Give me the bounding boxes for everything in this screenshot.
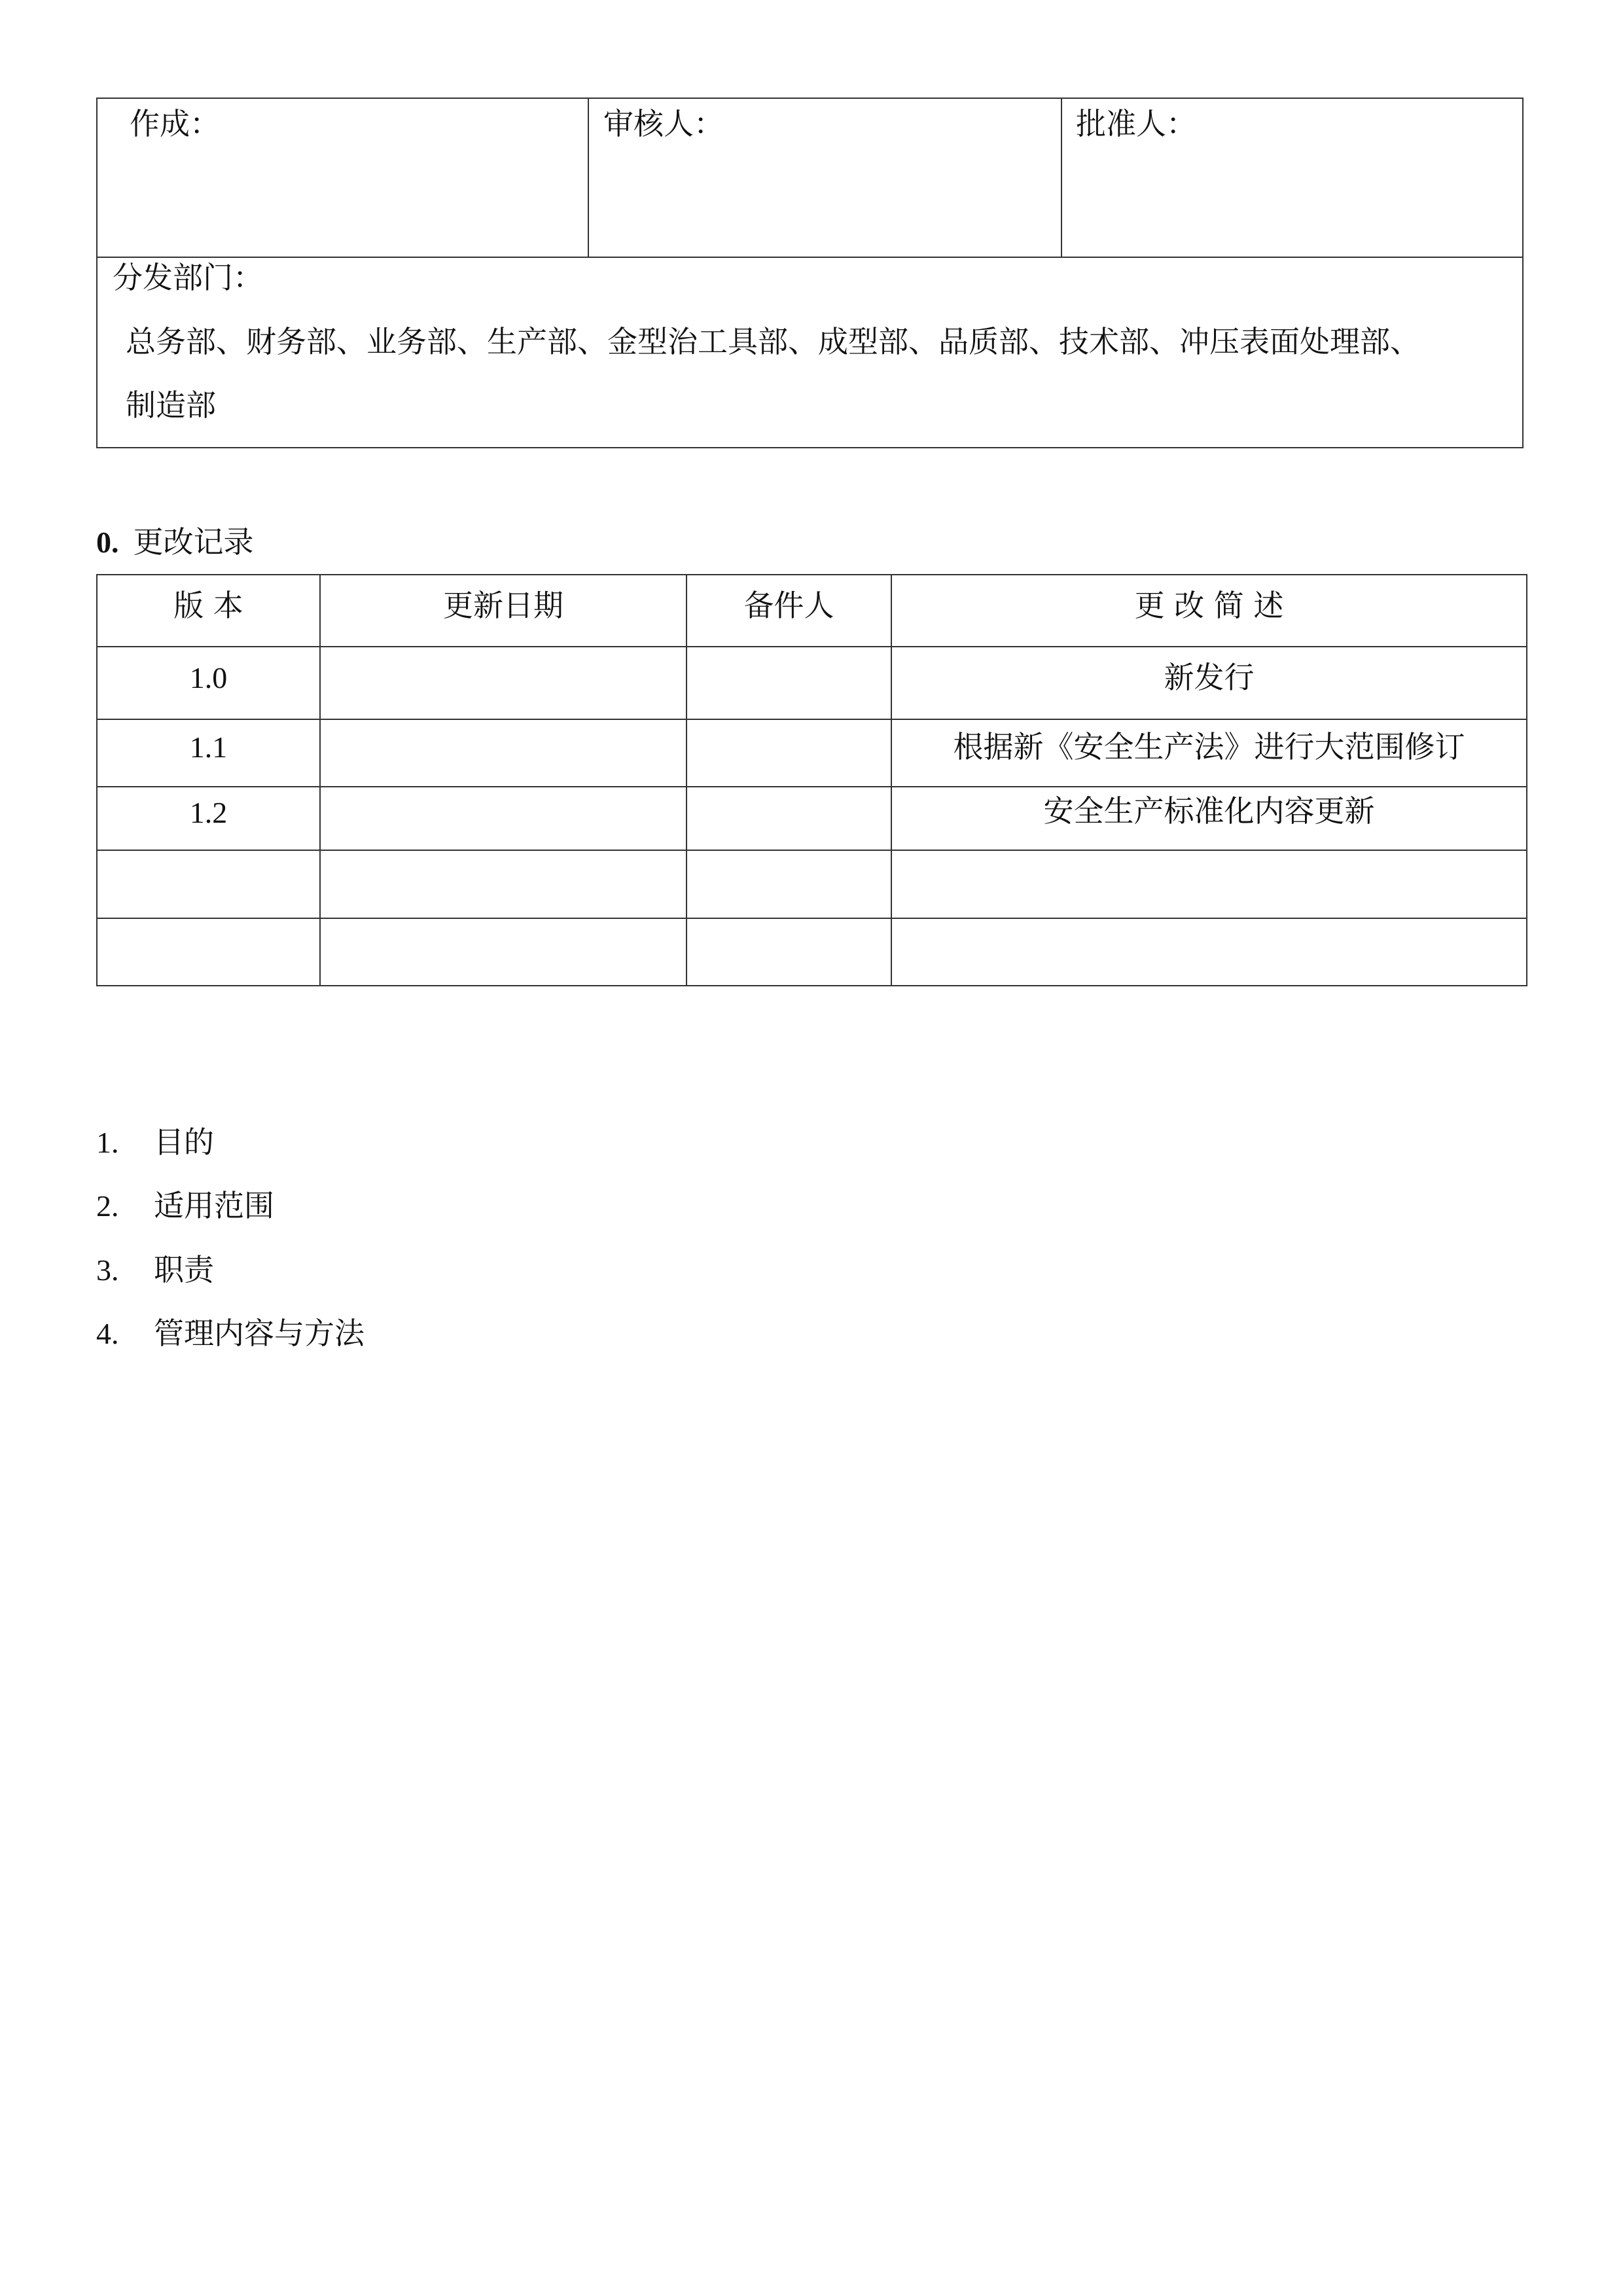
- toc-number: 4.: [96, 1317, 119, 1350]
- toc-item: [96, 1250, 214, 1290]
- cell-summary: 安全生产标准化内容更新: [891, 787, 1527, 850]
- row-divider: [98, 257, 1522, 258]
- section-title: 更改记录: [133, 524, 254, 560]
- toc-item: [96, 1122, 214, 1162]
- table-row: [97, 719, 1527, 787]
- header-person: 备件人: [687, 575, 891, 647]
- table-row: [97, 787, 1527, 850]
- cell-summary: [891, 850, 1527, 918]
- toc-item: [96, 1314, 365, 1354]
- cell-version: 1.2: [97, 787, 320, 850]
- approval-table: [96, 98, 1524, 448]
- cell-divider: [1061, 99, 1062, 257]
- header-version: 版 本: [97, 575, 320, 647]
- cell-version: 1.1: [97, 719, 320, 787]
- distribution-departments-line1: 总务部、财务部、业务部、生产部、金型治工具部、成型部、品质部、技术部、冲压表面处理部、: [126, 324, 1420, 359]
- cell-divider: [588, 99, 589, 257]
- reviewer-label: 审核人：: [603, 106, 724, 141]
- section-heading-change-record: [96, 522, 254, 562]
- header-summary: 更 改 简 述: [891, 575, 1527, 647]
- toc-title: 目的: [154, 1124, 214, 1160]
- cell-person: [687, 719, 891, 787]
- cell-date: [320, 787, 687, 850]
- cell-date: [320, 918, 687, 986]
- toc-number: 1.: [96, 1126, 119, 1159]
- toc-title: 管理内容与方法: [154, 1316, 365, 1351]
- cell-person: [687, 647, 891, 719]
- cell-summary: 新发行: [891, 647, 1527, 719]
- table-row: [97, 918, 1527, 986]
- approver-label: 批准人：: [1076, 106, 1196, 141]
- revision-record-table: [96, 574, 1527, 986]
- cell-summary: [891, 918, 1527, 986]
- distribution-departments-line2: 制造部: [126, 387, 216, 423]
- toc-number: 3.: [96, 1253, 119, 1287]
- cell-version: [97, 918, 320, 986]
- distribution-label: 分发部门：: [113, 260, 263, 295]
- cell-person: [687, 787, 891, 850]
- toc-title: 职责: [154, 1252, 214, 1287]
- table-row: [97, 850, 1527, 918]
- cell-date: [320, 647, 687, 719]
- cell-version: [97, 850, 320, 918]
- cell-person: [687, 850, 891, 918]
- toc-item: [96, 1186, 274, 1226]
- cell-date: [320, 719, 687, 787]
- author-label: 作成：: [130, 106, 220, 141]
- cell-date: [320, 850, 687, 918]
- table-header-row: [97, 575, 1527, 647]
- cell-person: [687, 918, 891, 986]
- toc-title: 适用范围: [154, 1188, 274, 1223]
- section-number: 0.: [96, 526, 119, 559]
- cell-summary: 根据新《安全生产法》进行大范围修订: [891, 719, 1527, 787]
- cell-version: 1.0: [97, 647, 320, 719]
- table-row: [97, 647, 1527, 719]
- toc-number: 2.: [96, 1189, 119, 1223]
- header-update-date: 更新日期: [320, 575, 687, 647]
